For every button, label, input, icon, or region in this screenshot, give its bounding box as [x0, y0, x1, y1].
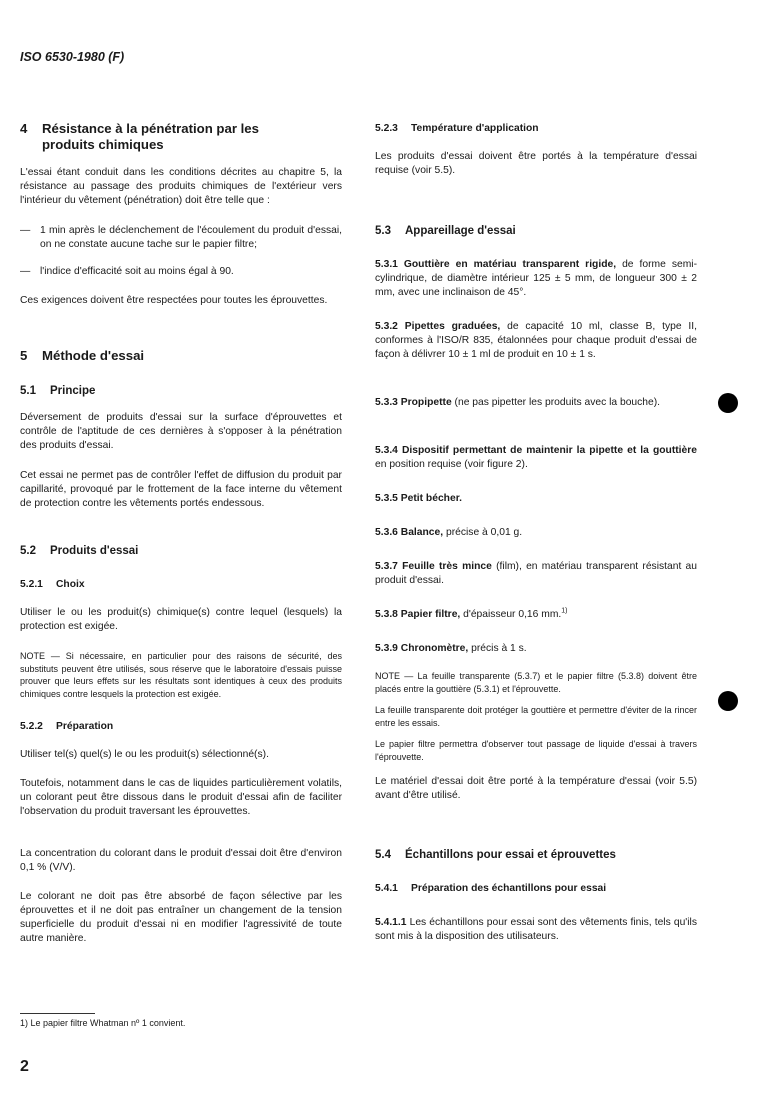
- section-5-2-2-paragraph-1: Utiliser tel(s) quel(s) le ou les produit(s) sélectionné(s).: [20, 749, 269, 760]
- document-header: ISO 6530-1980 (F): [20, 50, 125, 64]
- item-5-3-6: 5.3.6 Balance, précise à 0,01 g.: [375, 527, 523, 538]
- section-5-3-note-3: Le papier filtre permettra d'observer tout passage de liquide d'essai à travers l'éprouvette.: [375, 739, 697, 762]
- section-4-heading: 4 Résistance à la pénétration par les produits chimiques: [20, 121, 259, 152]
- item-5-3-7: 5.3.7 Feuille très mince (film), en matériau transparent résistant au produit d'essai.: [375, 561, 697, 586]
- section-5-3-note-2: La feuille transparente doit protéger la gouttière et permettre d'éviter de la rincer entre les essais.: [375, 705, 697, 728]
- section-5-2-heading: 5.2 Produits d'essai: [20, 545, 139, 557]
- item-5-3-9: 5.3.9 Chronomètre, précis à 1 s.: [375, 643, 527, 654]
- section-5-2-1-paragraph: Utiliser le ou les produit(s) chimique(s) contre lequel (lesquels) la protection est exigée.: [20, 607, 342, 632]
- section-5-2-1-heading: 5.2.1 Choix: [20, 579, 85, 590]
- item-5-4-1-1: 5.4.1.1 Les échantillons pour essai sont des vêtements finis, tels qu'ils sont mis à la disposition des utilisateurs.: [375, 917, 697, 942]
- item-5-3-5: 5.3.5 Petit bécher.: [375, 493, 462, 504]
- section-4-paragraph-1: L'essai étant conduit dans les conditions décrites au chapitre 5, la résistance au passage des produits chimiques de l'extérieur vers l'intérieur du vêtement (pénétration) doit être telle que :: [20, 167, 342, 206]
- item-5-3-8: 5.3.8 Papier filtre, d'épaisseur 0,16 mm.$^{1)}$: [375, 607, 568, 620]
- section-5-1-paragraph-2: Cet essai ne permet pas de contrôler l'effet de diffusion du produit par capillarité, provoqué par le frottement de la face interne du vêtement de protection contre les vêtements portés endessous.: [20, 470, 342, 509]
- section-5-2-2-paragraph-3: La concentration du colorant dans le produit d'essai doit être d'environ 0,1 % (V/V).: [20, 848, 342, 873]
- page-number: 2: [20, 1058, 29, 1075]
- item-5-3-2: 5.3.2 Pipettes graduées, de capacité 10 ml, classe B, type II, conformes à l'ISO/R 835, étalonnées pour chaque produit d'essai de façon à délivrer 10 ± 1 ml de produit en 10 ± 1 s.: [375, 321, 697, 360]
- section-5-1-paragraph-1: Déversement de produits d'essai sur la surface d'éprouvettes et contrôle de l'aptitude de ces dernières à s'opposer à la pénétration des produits d'essai.: [20, 412, 342, 451]
- section-5-3-heading: 5.3 Appareillage d'essai: [375, 225, 516, 237]
- punch-hole-upper: [718, 393, 738, 413]
- section-4-paragraph-2: Ces exigences doivent être respectées pour toutes les éprouvettes.: [20, 295, 328, 306]
- footnote-rule: [20, 1013, 95, 1014]
- footnote: 1) Le papier filtre Whatman nº 1 convient.: [20, 1018, 186, 1028]
- section-4-list-item-2: — l'indice d'efficacité soit au moins égal à 90.: [20, 266, 234, 277]
- section-5-2-1-note: NOTE — Si nécessaire, en particulier pour des raisons de sécurité, des substituts peuvent être utilisés, sous réserve que le laboratoire d'essais puisse prouver que leurs effets sur les résultats sont identiques à ceux des produits chimiques contre lesquels la protection est exigée.: [20, 651, 342, 699]
- section-5-2-2-paragraph-4: Le colorant ne doit pas être absorbé de façon sélective par les éprouvettes et il ne doit pas entraîner un changement de la tension superficielle du produit d'essai ni en modifier l'agressivité de toute autre manière.: [20, 891, 342, 944]
- section-5-3-note-1: NOTE — La feuille transparente (5.3.7) et le papier filtre (5.3.8) doivent être placés entre la gouttière (5.3.1) et l'éprouvette.: [375, 671, 697, 694]
- item-5-3-3: 5.3.3 Propipette (ne pas pipetter les produits avec la bouche).: [375, 397, 661, 408]
- section-5-2-2-paragraph-2: Toutefois, notamment dans le cas de liquides particulièrement volatils, un colorant peut être dissous dans le produit d'essai afin de faciliter l'observation du produit traversant les éprouvettes.: [20, 778, 342, 817]
- item-5-3-4: 5.3.4 Dispositif permettant de maintenir la pipette et la gouttière en position requise (voir figure 2).: [375, 445, 697, 470]
- section-5-2-3-heading: 5.2.3 Température d'application: [375, 123, 539, 134]
- section-5-4-1-heading: 5.4.1 Préparation des échantillons pour essai: [375, 883, 607, 894]
- section-5-2-2-heading: 5.2.2 Préparation: [20, 721, 114, 732]
- section-5-heading: 5 Méthode d'essai: [20, 348, 145, 363]
- section-5-2-3-paragraph: Les produits d'essai doivent être portés à la température d'essai requise (voir 5.5).: [375, 151, 697, 176]
- section-5-4-heading: 5.4 Échantillons pour essai et éprouvettes: [375, 849, 616, 861]
- section-5-1-heading: 5.1 Principe: [20, 385, 96, 397]
- section-4-list-item-1: — 1 min après le déclenchement de l'écoulement du produit d'essai, on ne constate aucune tache sur le papier filtre;: [20, 225, 342, 250]
- punch-hole-lower: [718, 691, 738, 711]
- item-5-3-1: 5.3.1 Gouttière en matériau transparent rigide, de forme semi-cylindrique, de diamètre intérieur 125 ± 5 mm, de longueur 300 ± 2 mm, avec une inclinaison de 45°.: [375, 259, 697, 298]
- section-5-3-final-paragraph: Le matériel d'essai doit être porté à la température d'essai (voir 5.5) avant d'être utilisé.: [375, 776, 697, 801]
